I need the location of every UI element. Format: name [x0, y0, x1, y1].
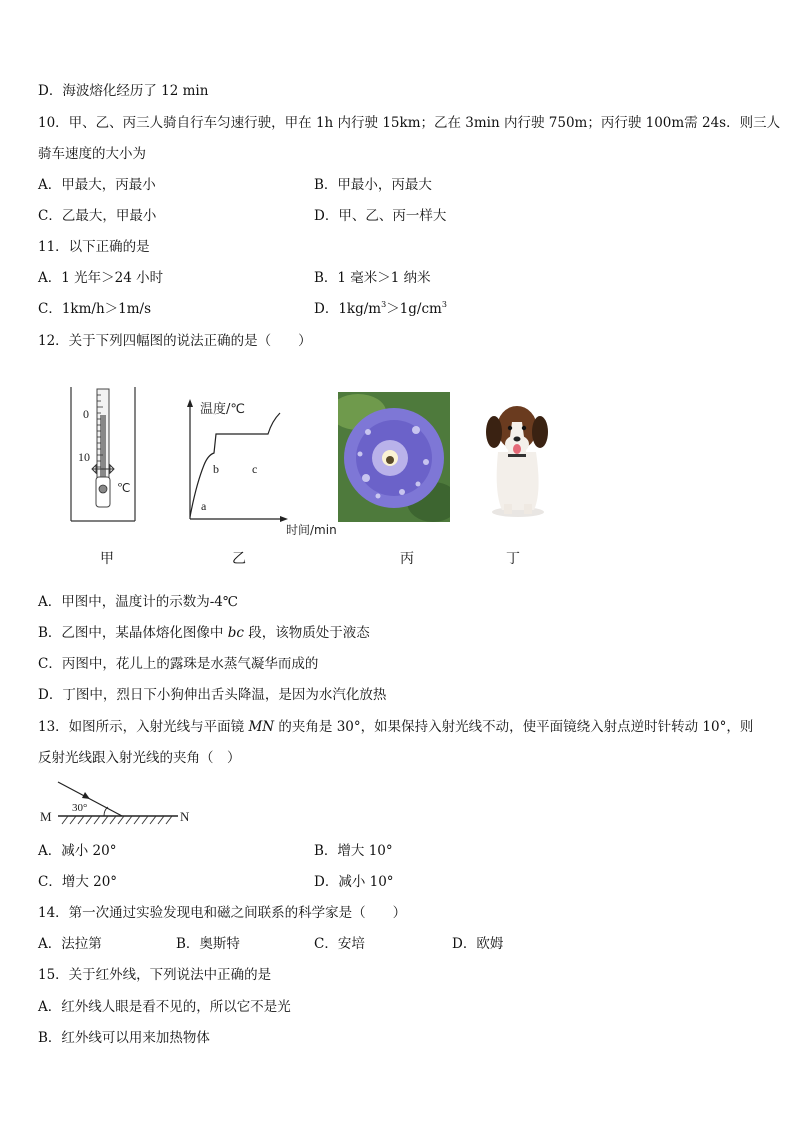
q13-option-a: A．减小 20°: [38, 843, 117, 859]
mirror-label-n: N: [180, 809, 190, 824]
q10-option-b: B．甲最小，丙最大: [314, 177, 432, 193]
q15-stem: 15．关于红外线，下列说法中正确的是: [38, 967, 272, 983]
q11-stem: 11．以下正确的是: [38, 239, 150, 255]
q12-stem: 12．关于下列四幅图的说法正确的是（ ）: [38, 333, 312, 349]
dog-photo: [468, 392, 566, 524]
q12-option-d: D．丁图中，烈日下小狗伸出舌头降温，是因为水汽化放热: [38, 687, 387, 703]
graph-point-a: a: [201, 499, 207, 513]
q15-option-b: B．红外线可以用来加热物体: [38, 1030, 210, 1046]
q10-option-d: D．甲、乙、丙一样大: [314, 208, 447, 224]
q12-option-b: B．乙图中，某晶体熔化图像中 bc 段，该物质处于液态: [38, 625, 370, 641]
thermometer-figure: [62, 385, 142, 525]
thermometer-tick-0: 0: [83, 407, 89, 421]
caption-bing: 丙: [400, 551, 414, 567]
q14-stem: 14．第一次通过实验发现电和磁之间联系的科学家是（ ）: [38, 905, 407, 921]
q14-option-c: C．安培: [314, 936, 365, 952]
q13-option-b: B．增大 10°: [314, 843, 393, 859]
q12-option-c: C．丙图中，花儿上的露珠是水蒸气凝华而成的: [38, 656, 319, 672]
graph-point-b: b: [213, 462, 219, 476]
q11-option-a: A．1 光年＞24 小时: [38, 270, 164, 286]
mirror-angle-label: 30°: [72, 802, 88, 814]
q10-option-a: A．甲最大，丙最小: [38, 177, 156, 193]
thermometer-unit: ℃: [117, 481, 131, 495]
q13-stem-line1: 13．如图所示，入射光线与平面镜 MN 的夹角是 30°，如果保持入射光线不动，使平面镜绕入射点逆时针转动 10°，则: [38, 719, 754, 735]
q11-option-b: B．1 毫米＞1 纳米: [314, 270, 431, 286]
q11-option-d: D．$1kg/m^3>1g/cm^3$: [314, 300, 447, 317]
q14-option-d: D．欧姆: [452, 936, 504, 952]
graph-x-label: 时间/min: [286, 523, 337, 537]
q15-option-a: A．红外线人眼是看不见的，所以它不是光: [38, 999, 291, 1015]
q12-option-a: A．甲图中，温度计的示数为-4℃: [38, 594, 239, 610]
melting-graph-figure: [180, 395, 345, 543]
caption-jia: 甲: [100, 551, 114, 567]
mirror-label-m: M: [40, 809, 52, 824]
graph-point-c: c: [252, 462, 258, 476]
graph-y-label: 温度/℃: [200, 402, 245, 417]
caption-ding: 丁: [506, 551, 520, 567]
q13-option-d: D．减小 10°: [314, 874, 394, 890]
q10-stem-line1: 10．甲、乙、丙三人骑自行车匀速行驶，甲在 1h 内行驶 15km；乙在 3min 内行驶 750m；丙行驶 100m需 24s．则三人: [38, 115, 781, 131]
q13-option-c: C．增大 20°: [38, 874, 118, 890]
mirror-figure: [38, 780, 198, 828]
flower-dew-photo: [338, 392, 450, 522]
q9-option-d: D．海波熔化经历了 12 min: [38, 83, 209, 99]
q10-option-c: C．乙最大，甲最小: [38, 208, 157, 224]
q13-stem-line2: 反射光线跟入射光线的夹角（ ）: [38, 750, 241, 766]
q11-option-c: C．1km/h＞1m/s: [38, 301, 152, 317]
q10-stem-line2: 骑车速度的大小为: [38, 146, 146, 162]
caption-yi: 乙: [232, 551, 246, 567]
q14-option-b: B．奥斯特: [176, 936, 240, 952]
thermometer-tick-10: 10: [78, 450, 90, 464]
q14-option-a: A．法拉第: [38, 936, 102, 952]
